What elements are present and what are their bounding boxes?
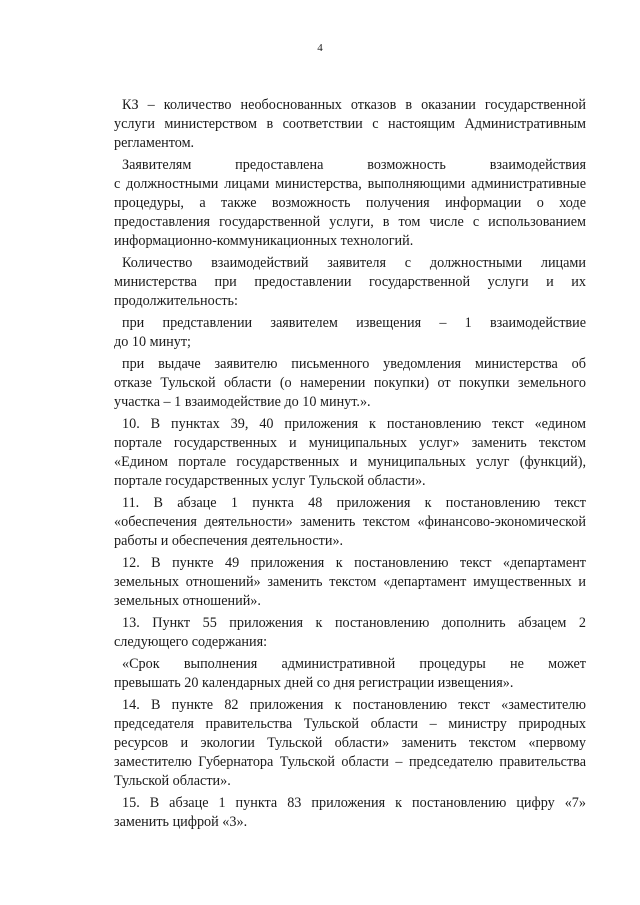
text-line: продолжительность: [114,293,238,309]
text-line: земельных отношений». [114,593,261,609]
text-line: земельных отношений» заменить текстом «департамент имущественных и [114,574,586,590]
text-line: отказе Тульской области (о намерении покупки) от покупки земельного [114,375,586,391]
page-number: 4 [317,42,323,54]
text-line: ресурсов и экологии Тульской области» заменить текстом «первому [114,735,586,751]
text-line: участка – 1 взаимодействие до 10 минут.». [114,394,371,410]
text-line: регламентом. [114,135,195,151]
paragraph [114,96,586,153]
paragraph [114,554,586,611]
text-line: 14. В пункте 82 приложения к постановлению текст «заместителю [122,697,586,713]
text-line: при представлении заявителем извещения – 1 взаимодействие [122,315,586,331]
text-line: работы и обеспечения деятельности». [114,533,344,549]
document-body [114,96,586,835]
text-line: КЗ – количество необоснованных отказов в оказании государственной [122,97,586,113]
paragraph [114,696,586,791]
paragraph [114,355,586,412]
paragraph [114,415,586,491]
paragraph [114,794,586,832]
text-line: заместителю Губернатора Тульской области – председателю правительства [114,754,586,770]
paragraph [114,156,586,251]
paragraph [114,314,586,352]
text-line: информационно-коммуникационных технологий. [114,233,414,249]
text-line: предоставления государственной услуги, в том числе с использованием [114,214,586,230]
text-line: превышать 20 календарных дней со дня регистрации извещения». [114,675,514,691]
text-line: «Едином портале государственных и муниципальных услуг (функций), [114,454,586,470]
paragraph [114,254,586,311]
paragraph [114,614,586,652]
paragraph [114,494,586,551]
text-line: Тульской области». [114,773,231,789]
text-line: 10. В пунктах 39, 40 приложения к постановлению текст «едином [122,416,586,432]
text-line: до 10 минут; [114,334,191,350]
text-line: председателя правительства Тульской области – министру природных [114,716,586,732]
text-line: следующего содержания: [114,634,268,650]
text-line: министерства при предоставлении государственной услуги и их [114,274,586,290]
text-line: Заявителям предоставлена возможность взаимодействия [122,157,586,173]
paragraph-gap [114,832,586,835]
text-line: «Срок выполнения административной процедуры не может [122,656,586,672]
paragraph [114,655,586,693]
text-line: с должностными лицами министерства, выполняющими административные [114,176,586,192]
text-line: заменить цифрой «3». [114,814,248,830]
text-line: процедуры, а также возможность получения информации о ходе [114,195,586,211]
text-line: 12. В пункте 49 приложения к постановлению текст «департамент [122,555,586,571]
text-line: «обеспечения деятельности» заменить текстом «финансово-экономической [114,514,586,530]
text-line: портале государственных услуг Тульской области». [114,473,426,489]
text-line: 13. Пункт 55 приложения к постановлению дополнить абзацем 2 [122,615,586,631]
text-line: при выдаче заявителю письменного уведомления министерства об [122,356,586,372]
text-line: 15. В абзаце 1 пункта 83 приложения к постановлению цифру «7» [122,795,586,811]
text-line: 11. В абзаце 1 пункта 48 приложения к постановлению текст [122,495,586,511]
text-line: Количество взаимодействий заявителя с должностными лицами [122,255,586,271]
text-line: услуги министерством в соответствии с настоящим Административным [114,116,586,132]
text-line: портале государственных и муниципальных услуг» заменить текстом [114,435,586,451]
